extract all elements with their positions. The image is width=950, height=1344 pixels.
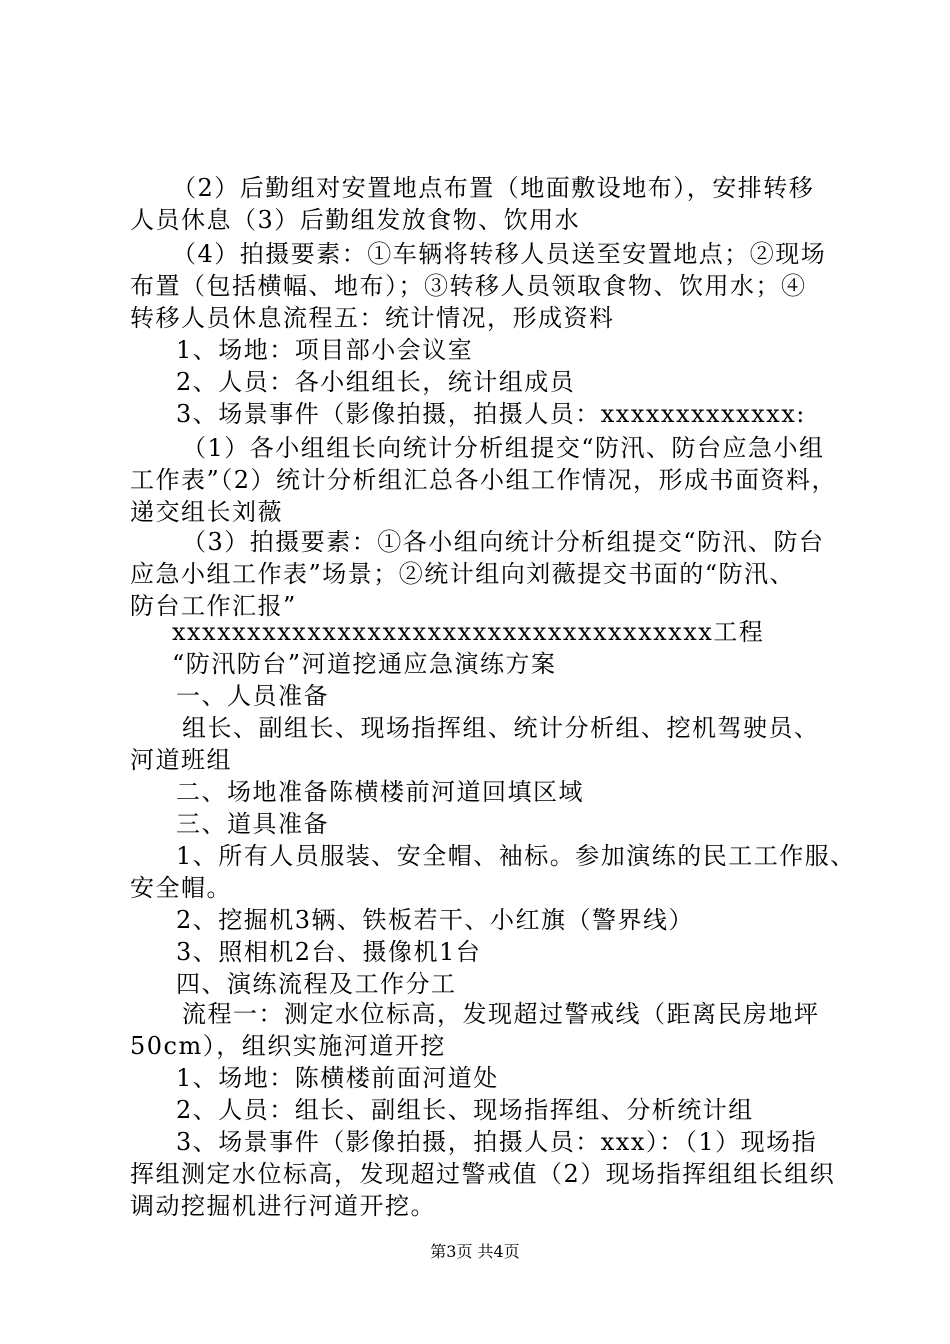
text-line: 1、场地：项目部小会议室 xyxy=(176,336,474,364)
text-line: 组长、副组长、现场指挥组、统计分析组、挖机驾驶员、 xyxy=(182,714,820,742)
text-line: （2）后勤组对安置地点布置（地面敷设地布），安排转移 xyxy=(172,174,815,202)
section-heading: 四、演练流程及工作分工 xyxy=(176,970,457,998)
document-title: “防汛防台”河道挖通应急演练方案 xyxy=(172,650,557,678)
text-line: 转移人员休息流程五：统计情况，形成资料 xyxy=(130,304,615,332)
text-line: 50cm），组织实施河道开挖 xyxy=(130,1032,446,1060)
section-heading: 一、人员准备 xyxy=(176,682,329,710)
text-line: 1、所有人员服装、安全帽、袖标。参加演练的民工工作服、 xyxy=(176,842,856,870)
text-line: xxxxxxxxxxxxxxxxxxxxxxxxxxxxxxxxxxxx工程 xyxy=(172,618,765,646)
section-heading: 二、场地准备陈横楼前河道回填区域 xyxy=(176,778,584,806)
text-line: 挥组测定水位标高，发现超过警戒值（2）现场指挥组组长组织 xyxy=(130,1160,836,1188)
page-number-footer: 第3页 共4页 xyxy=(430,1242,520,1261)
text-line: 防台工作汇报” xyxy=(130,592,297,620)
text-line: 2、人员：组长、副组长、现场指挥组、分析统计组 xyxy=(176,1096,754,1124)
text-line: （3）拍摄要素：①各小组向统计分析组提交“防汛、防台 xyxy=(182,528,825,556)
text-line: （4）拍摄要素：①车辆将转移人员送至安置地点；②现场 xyxy=(172,240,827,268)
text-line: 应急小组工作表”场景；②统计组向刘薇提交书面的“防汛、 xyxy=(130,560,796,588)
text-line: 布置（包括横幅、地布）；③转移人员领取食物、饮用水；④ xyxy=(130,272,807,300)
text-line: 2、挖掘机3辆、铁板若干、小红旗（警界线） xyxy=(176,906,695,934)
text-line: 递交组长刘薇 xyxy=(130,498,283,526)
text-line: 人员休息（3）后勤组发放食物、饮用水 xyxy=(130,206,581,234)
text-line: 3、照相机2台、摄像机1台 xyxy=(176,938,482,966)
text-line: 3、场景事件（影像拍摄，拍摄人员：xxxxxxxxxxxxx: xyxy=(176,400,806,428)
text-line: （1）各小组组长向统计分析组提交“防汛、防台应急小组 xyxy=(182,434,825,462)
text-line: 河道班组 xyxy=(130,746,232,774)
text-line: 安全帽。 xyxy=(130,874,232,902)
text-line: 流程一：测定水位标高，发现超过警戒线（距离民房地坪 xyxy=(182,1000,820,1028)
text-line: 工作表”（2）统计分析组汇总各小组工作情况，形成书面资料， xyxy=(130,466,838,494)
text-line: 2、人员：各小组组长，统计组成员 xyxy=(176,368,576,396)
section-heading: 三、道具准备 xyxy=(176,810,329,838)
text-line: 1、场地：陈横楼前面河道处 xyxy=(176,1064,499,1092)
text-line: 调动挖掘机进行河道开挖。 xyxy=(130,1192,436,1220)
text-line: 3、场景事件（影像拍摄，拍摄人员：xxx）：（1）现场指 xyxy=(176,1128,818,1156)
